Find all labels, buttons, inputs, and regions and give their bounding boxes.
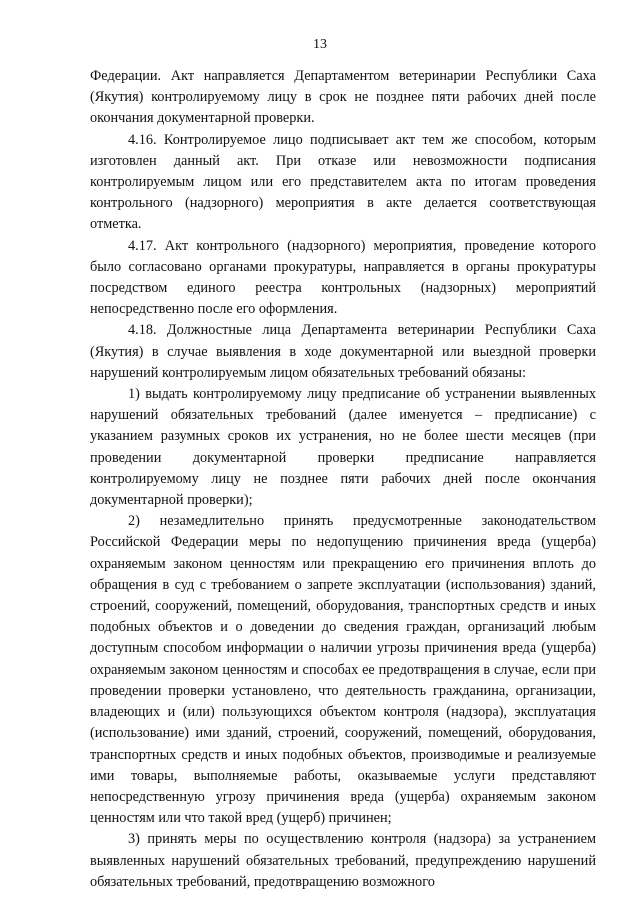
paragraph-4-16: 4.16. Контролируемое лицо подписывает акт тем же способом, которым изготовлен данный акт. При отказе или невозможности подписания контролируемым лицом или его представителем акта по итогам проведения контрольного (надзорного) мероприятия в акте делается соответствующая отметка. [90,131,596,233]
paragraph-continuation: Федерации. Акт направляется Департаментом ветеринарии Республики Саха (Якутия) контролируемому лицу в срок не позднее пяти рабочих дней после окончания документарной проверки. [90,68,596,127]
paragraph-4-18: 4.18. Должностные лица Департамента ветеринарии Республики Саха (Якутия) в случае выявления в ходе документарной или выездной проверки нарушений контролируемым лицом обязательных требований обязаны: [90,322,596,381]
paragraph-4-17: 4.17. Акт контрольного (надзорного) мероприятия, проведение которого было согласовано органами прокуратуры, направляется в органы прокуратуры посредством единого реестра контрольных (надзорных) мероприятий непосредственно после его оформления. [90,237,596,318]
page-number: 13 [313,37,327,52]
list-item-1: 1) выдать контролируемому лицу предписание об устранении выявленных нарушений обязательных требований (далее именуется – предписание) с указанием разумных сроков их устранения, но не более шести месяцев (при проведении документарной проверки предписание направляется контролируемому лицу не позднее пяти рабочих дней после окончания документарной проверки); [90,386,596,509]
document-body [90,66,596,893]
list-item-2: 2) незамедлительно принять предусмотренные законодательством Российской Федерации меры по недопущению причинения вреда (ущерба) охраняемым законом ценностям или прекращению его причинения вплоть до обращения в суд с требованием о запрете эксплуатации (использования) зданий, строений, сооружений, помещений, оборудования, транспортных средств и иных подобных объектов и о доведении до сведения граждан, организаций любым доступным способом информации о наличии угрозы причинения вреда (ущерба) охраняемым законом ценностям и способах ее предотвращения в случае, если при проведении проверки установлено, что деятельность гражданина, организации, владеющих и (или) пользующихся объектом контроля (надзора), эксплуатация (использование) ими зданий, строений, сооружений, помещений, оборудования, транспортных средств и иных подобных объектов, производимые и реализуемые ими товары, выполняемые работы, оказываемые услуги представляют непосредственную угрозу причинения вреда (ущерба) охраняемым законом ценностям или что такой вред (ущерб) причинен; [90,513,596,827]
list-item-3: 3) принять меры по осуществлению контроля (надзора) за устранением выявленных нарушений обязательных требований, предупреждению нарушений обязательных требований, предотвращению возможного [90,831,596,890]
